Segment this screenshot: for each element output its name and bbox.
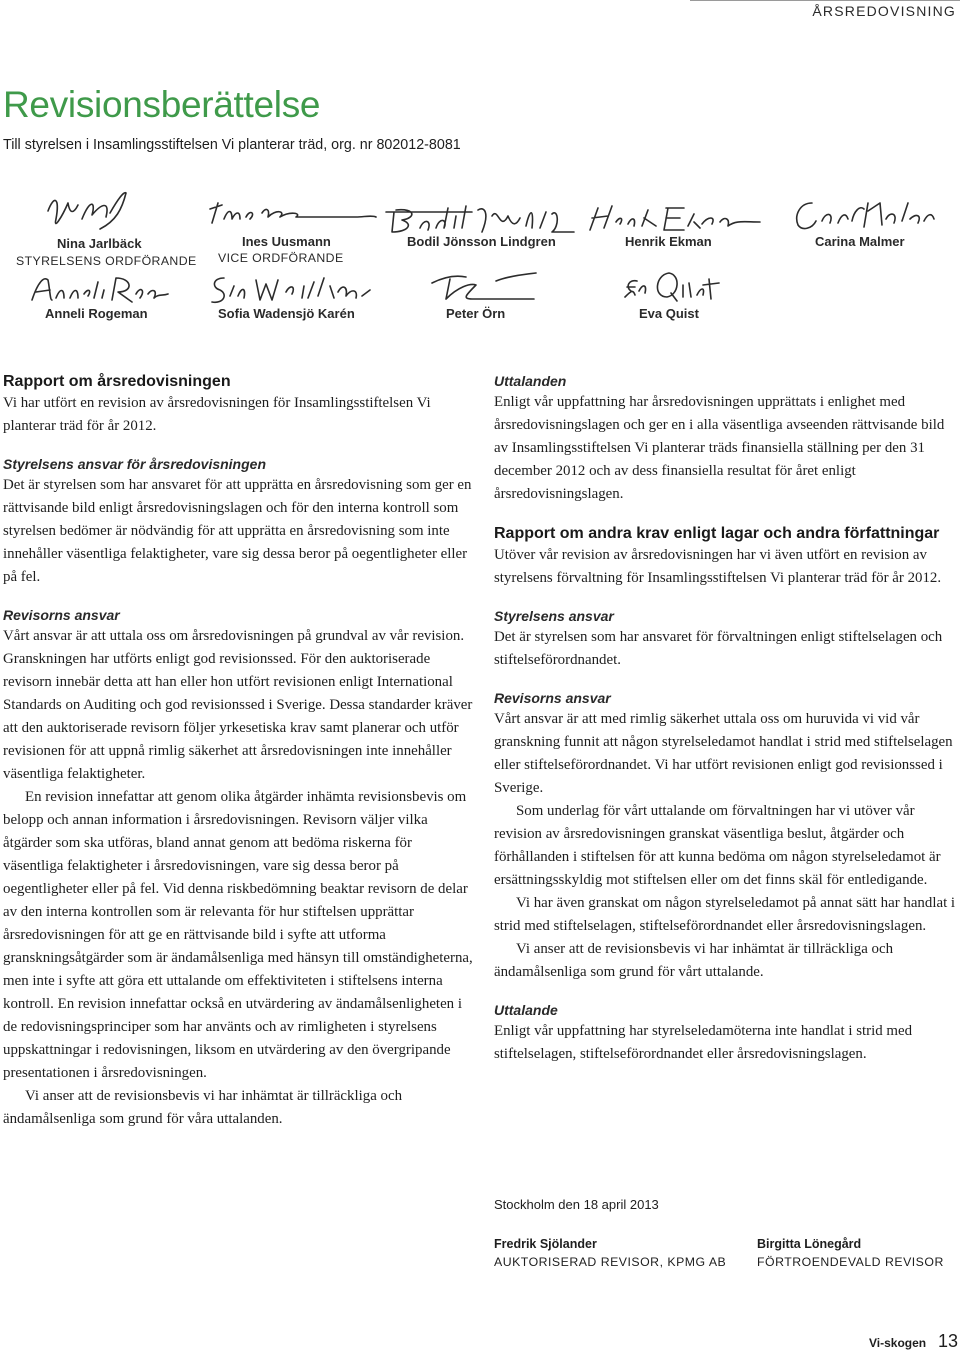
board-responsibility-heading: Styrelsens ansvar för årsredovisningen bbox=[3, 456, 266, 472]
auditor-role: AUKTORISERAD REVISOR, KPMG AB bbox=[494, 1255, 727, 1269]
report-intro: Vi har utfört en revision av årsredovisningen för Insamlingsstiftelsen Vi planterar träd för år 2012. bbox=[3, 395, 431, 434]
auditor-name: Fredrik Sjölander bbox=[494, 1237, 597, 1251]
auditor-responsibility-heading: Revisorns ansvar bbox=[494, 690, 611, 706]
signatory-role: VICE ORDFÖRANDE bbox=[218, 251, 344, 265]
page-number: 13 bbox=[938, 1331, 959, 1351]
statements-heading: Uttalanden bbox=[494, 373, 567, 389]
signature-block-peter-orn bbox=[420, 265, 560, 330]
handwritten-signature-graphic bbox=[40, 189, 140, 239]
other-requirements-intro: Utöver vår revision av årsredovisningen har vi även utfört en revision av styrelsens förvaltning för Insamlingsstiftelsen Vi planterar träd för år 2012. bbox=[494, 547, 942, 586]
auditor-responsibility-paragraph: Som underlag för vårt uttalande om förvaltningen har vi utöver vår revision av årsredovisningen granskat väsentliga beslut, åtgärder och förhållanden i stiftelsen för att kunna bedöma om någon styrelseledamot är ersättningsskyldig mot stiftelsen eller om det finns skäl för entledigande. bbox=[494, 803, 941, 888]
left-column bbox=[3, 372, 473, 1131]
board-responsibility-heading: Styrelsens ansvar bbox=[494, 608, 614, 624]
auditor-responsibility-paragraph: Vårt ansvar är att med rimlig säkerhet uttala oss om huruvida vi vid vår granskning funnit att någon styrelseledamot handlat i strid med stiftelselagen eller stiftelseförordnandet. Vi har utfört revisionen enligt god revisionssed i Sverige. bbox=[494, 711, 953, 796]
handwritten-signature-graphic bbox=[206, 272, 376, 308]
auditor-responsibility-paragraph: Vårt ansvar är att uttala oss om årsredovisningen på grundval av vår revision. Granskningen har utförts enligt god revisionssed. För den auktoriserade revisorn innebär detta att han eller hon utfört revisionen enligt International Standards on Auditing och god revisionssed i Sverige. Dessa standarder kräver att den auktoriserade revisorn följer yrkesetiska krav samt planerar och utför revisionen för att uppnå rimlig säkerhet att årsredovisningen inte innehåller väsentliga felaktigheter. bbox=[3, 628, 473, 782]
signatory-name: Carina Malmer bbox=[815, 234, 905, 249]
date-line: Stockholm den 18 april 2013 bbox=[494, 1197, 659, 1212]
signature-block-nina-jarlback bbox=[0, 185, 197, 275]
auditor-responsibility-paragraph: Vi anser att de revisionsbevis vi har inhämtat är tillräckliga och ändamålsenliga som grund för vårt uttalande. bbox=[494, 941, 894, 980]
page-subtitle: Till styrelsen i Insamlingsstiftelsen Vi planterar träd, org. nr 802012-8081 bbox=[3, 137, 461, 153]
signature-block-sofia-wadensjo-karen bbox=[200, 270, 380, 330]
auditor-responsibility-paragraph: Vi har även granskat om någon styrelseledamot på annat sätt har handlat i strid med stiftelselagen, stiftelseförordnandet eller årsredovisningslagen. bbox=[494, 895, 956, 934]
auditor-responsibility-paragraph: Vi anser att de revisionsbevis vi har inhämtat är tillräckliga och ändamålsenliga som grund för våra uttalanden. bbox=[3, 1088, 403, 1127]
signatory-name: Henrik Ekman bbox=[625, 234, 712, 249]
right-column bbox=[494, 372, 960, 1066]
auditor-responsibility-paragraph: En revision innefattar att genom olika åtgärder inhämta revisionsbevis om belopp och annan information i årsredovisningen. Revisorn väljer vilka åtgärder som ska utföras, bland annat genom att bedöma riskerna för väsentliga felaktigheter i årsredovisningen, vare sig dessa beror på oegentligheter eller på fel. Vid denna riskbedömning beaktar revisorn de delar av den interna kontrollen som är relevanta för hur stiftelsen upprättar årsredovisningen för att ge en rättvisande bild i syfte att utforma granskningsåtgärder som är ändamålsenliga med hänsyn till omständigheterna, men inte i syfte att göra ett uttalande om effektiviteten i stiftelsens interna kontroll. En revision innefattar också en utvärdering av ändamålsenligheten i de redovisningsprinciper som har använts och av rimligheten i styrelsens uppskattningar i redovisningen, liksom en utvärdering av den övergripande presentationen i årsredovisningen. bbox=[3, 789, 473, 1081]
handwritten-signature-graphic bbox=[790, 197, 940, 237]
signatory-name: Ines Uusmann bbox=[242, 234, 331, 249]
signature-block-ines-uusmann bbox=[200, 195, 370, 275]
section-label: ÅRSREDOVISNING bbox=[812, 3, 956, 19]
handwritten-signature-graphic bbox=[206, 199, 376, 229]
signature-block-henrik-ekman bbox=[580, 200, 760, 260]
auditor-role: FÖRTROENDEVALD REVISOR bbox=[757, 1255, 944, 1269]
signature-block-eva-quist bbox=[615, 265, 755, 330]
auditor-name: Birgitta Lönegård bbox=[757, 1237, 862, 1251]
statements-text: Enligt vår uppfattning har årsredovisningen upprättats i enlighet med årsredovisningslagen och ger en i alla väsentliga avseenden rättvisande bild av Insamlingsstiftelsen Vi planterar träds finansiella ställning per den 31 december 2012 och av dess finansiella resultat för året enligt årsredovisningslagen. bbox=[494, 394, 945, 502]
board-responsibility-text: Det är styrelsen som har ansvaret för förvaltningen enligt stiftelselagen och stiftelseförordnandet. bbox=[494, 629, 943, 668]
statement-text: Enligt vår uppfattning har styrelseledamöterna inte handlat i strid med stiftelselagen, stiftelseförordnandet eller årsredovisningslagen. bbox=[494, 1023, 913, 1062]
page-title: Revisionsberättelse bbox=[3, 84, 321, 125]
signatory-name: Sofia Wadensjö Karén bbox=[218, 306, 355, 321]
handwritten-signature-graphic bbox=[584, 202, 764, 236]
auditor-responsibility-heading: Revisorns ansvar bbox=[3, 607, 120, 623]
signatory-name: Nina Jarlbäck bbox=[57, 236, 142, 251]
signatory-role: STYRELSENS ORDFÖRANDE bbox=[16, 254, 197, 268]
signatory-name: Anneli Rogeman bbox=[45, 306, 148, 321]
handwritten-signature-graphic bbox=[28, 272, 173, 306]
header-rule bbox=[690, 0, 960, 1]
signature-block-anneli-rogeman bbox=[20, 270, 180, 330]
board-responsibility-text: Det är styrelsen som har ansvaret för att upprätta en årsredovisning som ger en rättvisande bild enligt årsredovisningslagen och för den interna kontroll som styrelsen bedömer är nödvändig för att upprätta en årsredovisning som inte innehåller väsentliga felaktigheter, vare sig dessa beror på oegentligheter eller på fel. bbox=[3, 477, 472, 585]
signature-block-carina-malmer bbox=[780, 195, 960, 255]
signatory-name: Eva Quist bbox=[639, 306, 699, 321]
handwritten-signature-graphic bbox=[426, 267, 546, 307]
signatory-name: Peter Örn bbox=[446, 306, 506, 321]
signatory-name: Bodil Jönsson Lindgren bbox=[407, 234, 556, 249]
footer-brand: Vi-skogen bbox=[869, 1336, 927, 1350]
statement-heading: Uttalande bbox=[494, 1002, 558, 1018]
signature-block-bodil-jonsson-lindgren bbox=[380, 200, 580, 260]
report-heading: Rapport om årsredovisningen bbox=[3, 373, 231, 390]
other-requirements-heading: Rapport om andra krav enligt lagar och andra författningar bbox=[494, 525, 940, 542]
handwritten-signature-graphic bbox=[619, 267, 729, 307]
